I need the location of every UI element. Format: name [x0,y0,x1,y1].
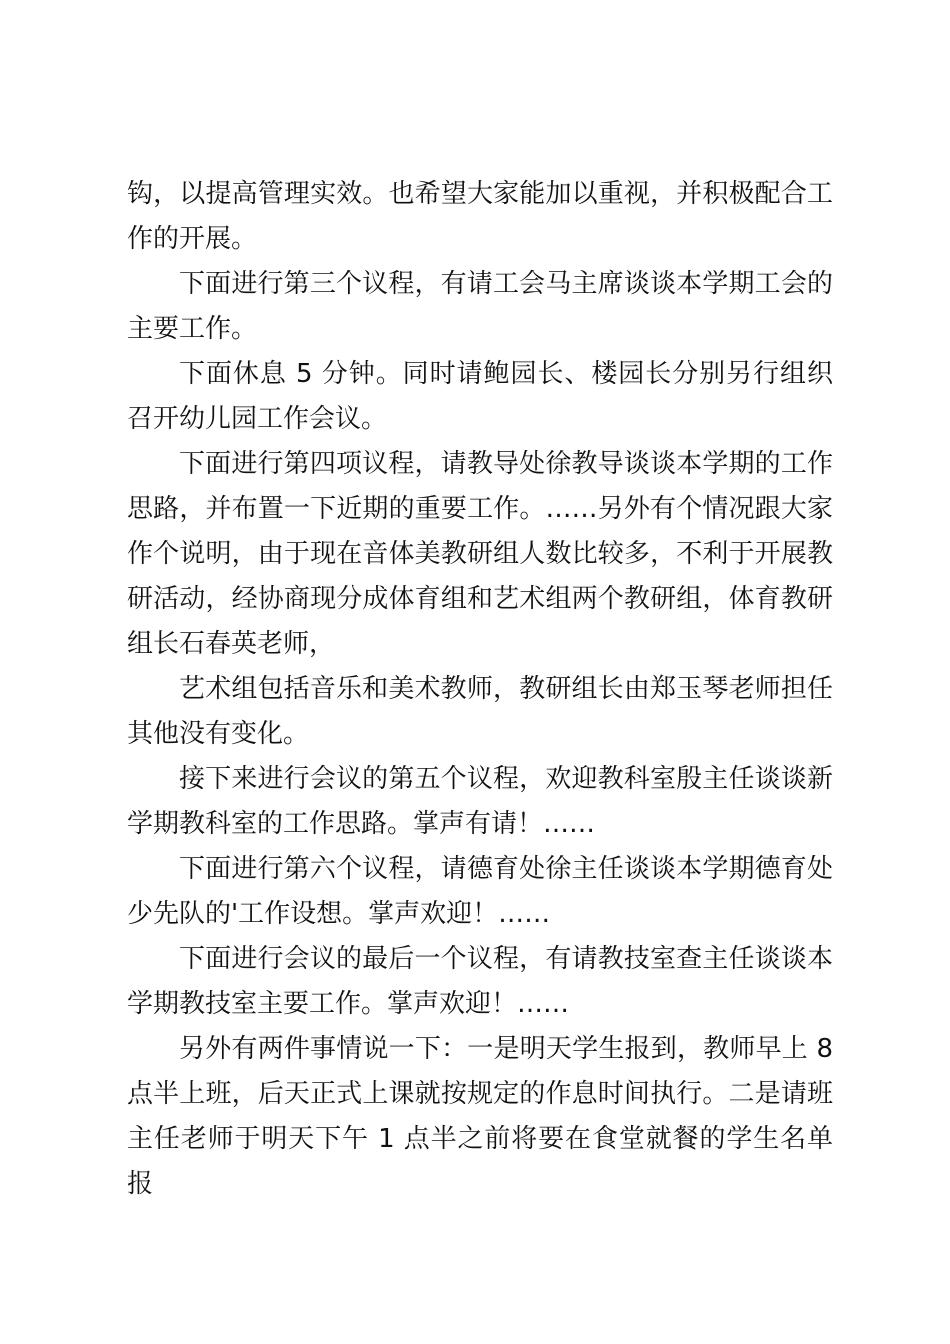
paragraph: 下面进行会议的最后一个议程，有请教技室查主任谈谈本学期教技室主要工作。掌声欢迎！…… [127,944,833,1019]
paragraph: 下面进行第三个议程，有请工会马主席谈谈本学期工会的主要工作。 [127,269,833,344]
paragraph: 下面休息 5 分钟。同时请鲍园长、楼园长分别另行组织召开幼儿园工作会议。 [127,359,833,434]
paragraph: 钩，以提高管理实效。也希望大家能加以重视，并积极配合工作的开展。 [127,179,833,254]
paragraph: 艺术组包括音乐和美术教师，教研组长由郑玉琴老师担任其他没有变化。 [127,674,833,749]
document-body [127,172,833,1207]
paragraph: 接下来进行会议的第五个议程，欢迎教科室殷主任谈谈新学期教科室的工作思路。掌声有请！…… [127,764,833,839]
paragraph: 下面进行第六个议程，请德育处徐主任谈谈本学期德育处少先队的'工作设想。掌声欢迎！…… [127,854,833,929]
paragraph: 下面进行第四项议程，请教导处徐教导谈谈本学期的工作思路，并布置一下近期的重要工作。……另外有个情况跟大家作个说明，由于现在音体美教研组人数比较多，不利于开展教研活动，经协商现分成体育组和艺术组两个教研组，体育教研组长石春英老师， [127,449,833,659]
paragraph: 另外有两件事情说一下：一是明天学生报到，教师早上 8 点半上班，后天正式上课就按规定的作息时间执行。二是请班主任老师于明天下午 1 点半之前将要在食堂就餐的学生名单报 [127,1034,833,1199]
